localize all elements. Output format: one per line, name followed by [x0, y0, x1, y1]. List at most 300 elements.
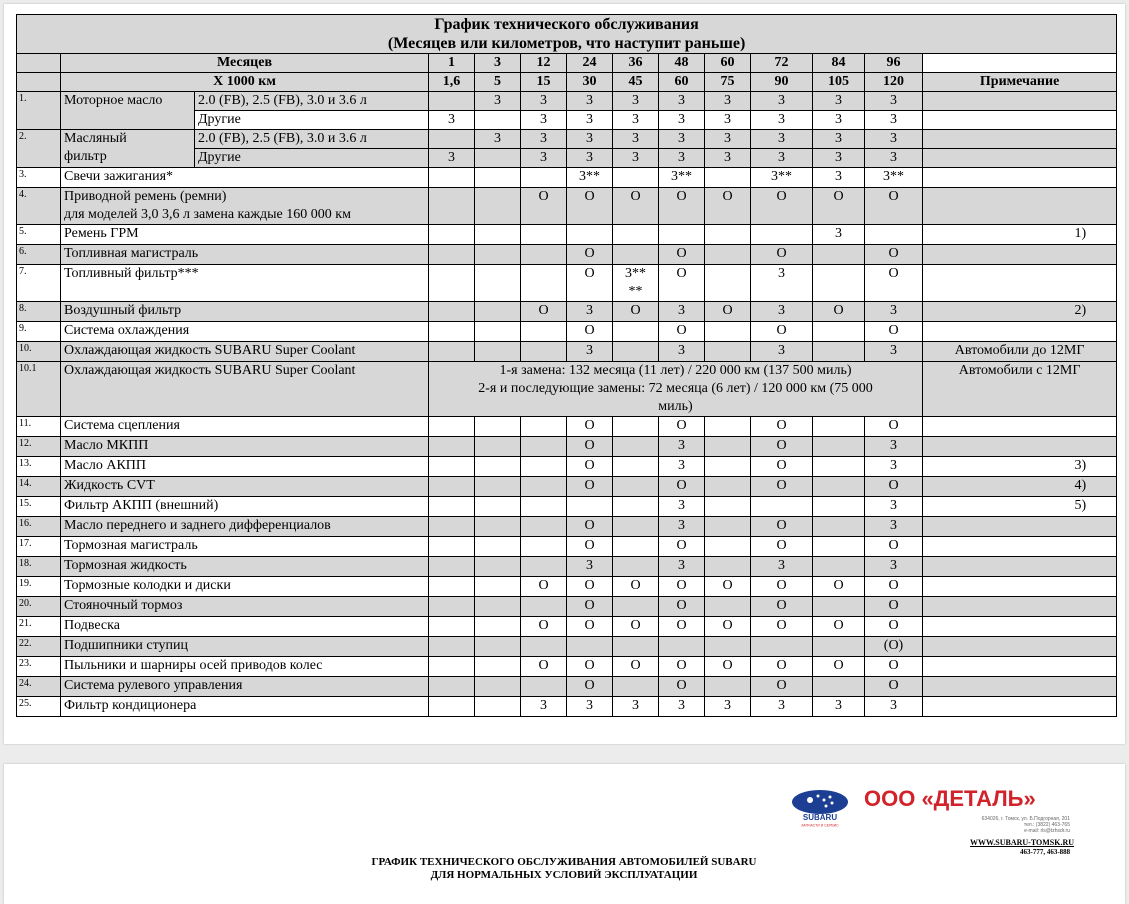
schedule-cell: О [705, 617, 751, 637]
schedule-cell: О [567, 188, 613, 225]
row-number: 19. [17, 577, 61, 597]
table-row [17, 417, 1117, 437]
schedule-cell [705, 597, 751, 617]
row-number: 3. [17, 168, 61, 188]
schedule-cell [429, 342, 475, 362]
row-note [923, 597, 1117, 617]
km-header: 120 [865, 73, 923, 92]
table-row [17, 245, 1117, 265]
schedule-cell [429, 577, 475, 597]
schedule-cell: О [751, 457, 813, 477]
schedule-cell: О [865, 617, 923, 637]
phone-numbers: 463-777, 463-888 [1020, 848, 1071, 856]
title-line-1: График технического обслуживания [434, 16, 699, 33]
item-variant: Другие [195, 149, 429, 168]
km-header: 30 [567, 73, 613, 92]
schedule-cell [521, 322, 567, 342]
schedule-cell: О [659, 617, 705, 637]
item-name: Подвеска [61, 617, 429, 637]
schedule-cell [613, 537, 659, 557]
schedule-cell: О [705, 302, 751, 322]
document-title-line-2: ДЛЯ НОРМАЛЬНЫХ УСЛОВИЙ ЭКСПЛУАТАЦИИ [430, 869, 698, 881]
schedule-cell: О [705, 657, 751, 677]
schedule-cell [705, 557, 751, 577]
note-header: Примечание [923, 73, 1117, 92]
month-header: 3 [475, 54, 521, 73]
schedule-cell [475, 457, 521, 477]
km-header: 45 [613, 73, 659, 92]
schedule-cell: О [751, 617, 813, 637]
schedule-cell: О [865, 322, 923, 342]
schedule-cell: О [613, 617, 659, 637]
row-note: 2) [923, 302, 1117, 322]
item-name: Система рулевого управления [61, 677, 429, 697]
item-name: Ремень ГРМ [61, 225, 429, 245]
item-name: Масло МКПП [61, 437, 429, 457]
schedule-cell: 3 [813, 168, 865, 188]
row-note [923, 417, 1117, 437]
company-name: ООО «ДЕТАЛЬ» [864, 786, 1036, 811]
schedule-cell: 3 [659, 342, 705, 362]
schedule-cell [475, 225, 521, 245]
schedule-cell [613, 437, 659, 457]
row-note: Автомобили с 12МГ [923, 362, 1117, 417]
item-name: Масло переднего и заднего дифференциалов [61, 517, 429, 537]
row-note [923, 149, 1117, 168]
schedule-cell: 3 [659, 149, 705, 168]
schedule-cell [429, 677, 475, 697]
schedule-cell [429, 245, 475, 265]
schedule-cell [475, 111, 521, 130]
schedule-cell: 3 [521, 111, 567, 130]
schedule-cell [429, 188, 475, 225]
schedule-cell [521, 537, 567, 557]
schedule-cell: 3 [659, 517, 705, 537]
schedule-cell [475, 188, 521, 225]
schedule-cell: 3 [567, 149, 613, 168]
schedule-cell [659, 225, 705, 245]
schedule-cell [475, 677, 521, 697]
schedule-cell [521, 168, 567, 188]
schedule-cell: О [613, 577, 659, 597]
schedule-cell [813, 677, 865, 697]
schedule-cell: 3 [751, 697, 813, 717]
row-note [923, 245, 1117, 265]
subaru-logo [790, 788, 850, 828]
row-number: 18. [17, 557, 61, 577]
schedule-cell: 3 [813, 225, 865, 245]
table-row [17, 557, 1117, 577]
schedule-cell [813, 477, 865, 497]
schedule-cell: 3** ** [613, 265, 659, 302]
schedule-cell: 3** [751, 168, 813, 188]
table-row [17, 168, 1117, 188]
table-row [17, 657, 1117, 677]
table-row [17, 457, 1117, 477]
schedule-cell [429, 302, 475, 322]
row-number: 10. [17, 342, 61, 362]
schedule-cell [429, 322, 475, 342]
header-km-row [17, 73, 1117, 92]
schedule-cell [429, 265, 475, 302]
interval-line-2: 2-я и последующие замены: 72 месяца (6 лет) / 120 000 км (75 000 [478, 381, 873, 396]
schedule-cell [475, 577, 521, 597]
schedule-cell [613, 477, 659, 497]
schedule-page [4, 4, 1125, 744]
schedule-cell [429, 697, 475, 717]
schedule-cell: О [751, 657, 813, 677]
website-link[interactable]: WWW.SUBARU-TOMSK.RU [970, 838, 1075, 847]
schedule-cell [613, 677, 659, 697]
schedule-cell: О [659, 322, 705, 342]
schedule-cell: О [813, 302, 865, 322]
schedule-cell: О [865, 245, 923, 265]
schedule-cell: 3 [659, 92, 705, 111]
row-note: 5) [923, 497, 1117, 517]
row-number: 17. [17, 537, 61, 557]
maintenance-table [16, 14, 1117, 717]
schedule-cell: 3 [429, 149, 475, 168]
company-address [950, 816, 1070, 834]
schedule-cell: 3 [567, 342, 613, 362]
schedule-cell [475, 557, 521, 577]
km-header: 60 [659, 73, 705, 92]
schedule-cell: О [613, 302, 659, 322]
item-name: Охлаждающая жидкость SUBARU Super Coolant [61, 362, 429, 417]
logo-subtext: ЗАПЧАСТИ И СЕРВИС [801, 823, 839, 828]
item-name: Тормозная жидкость [61, 557, 429, 577]
schedule-cell: О [705, 577, 751, 597]
table-title [17, 15, 1117, 54]
schedule-cell: О [567, 245, 613, 265]
schedule-cell: О [659, 657, 705, 677]
schedule-cell: О [567, 517, 613, 537]
item-name: Жидкость CVT [61, 477, 429, 497]
schedule-cell [475, 497, 521, 517]
schedule-cell: 3** [659, 168, 705, 188]
schedule-cell [705, 342, 751, 362]
schedule-cell: 3 [429, 111, 475, 130]
schedule-cell: 3 [659, 111, 705, 130]
item-variant: Другие [195, 111, 429, 130]
table-row [17, 225, 1117, 245]
row-number: 21. [17, 617, 61, 637]
table-row [17, 697, 1117, 717]
schedule-cell: 3 [865, 497, 923, 517]
schedule-cell: О [813, 577, 865, 597]
row-number: 6. [17, 245, 61, 265]
schedule-cell: 3 [475, 130, 521, 149]
schedule-cell: 3 [865, 111, 923, 130]
table-row [17, 597, 1117, 617]
schedule-cell [475, 168, 521, 188]
schedule-cell: 3 [813, 92, 865, 111]
schedule-cell [521, 637, 567, 657]
schedule-cell [813, 342, 865, 362]
schedule-cell [705, 265, 751, 302]
schedule-cell [659, 637, 705, 657]
item-name-line-1: Масляный [64, 131, 127, 146]
table-row [17, 617, 1117, 637]
row-number: 7. [17, 265, 61, 302]
row-number: 24. [17, 677, 61, 697]
schedule-cell [705, 517, 751, 537]
table-row [17, 497, 1117, 517]
row-number: 23. [17, 657, 61, 677]
table-row [17, 92, 1117, 111]
schedule-cell: 3 [751, 149, 813, 168]
schedule-cell [567, 225, 613, 245]
schedule-cell [613, 497, 659, 517]
item-name: Масло АКПП [61, 457, 429, 477]
schedule-cell [613, 557, 659, 577]
schedule-cell: О [751, 245, 813, 265]
row-number: 14. [17, 477, 61, 497]
schedule-cell [521, 245, 567, 265]
item-name: Фильтр кондиционера [61, 697, 429, 717]
schedule-cell: 3 [865, 557, 923, 577]
schedule-cell: 3 [659, 557, 705, 577]
schedule-cell [475, 517, 521, 537]
schedule-cell [475, 417, 521, 437]
note-header-blank [923, 54, 1117, 73]
logo-text: SUBARU [802, 813, 838, 822]
item-name: Тормозные колодки и диски [61, 577, 429, 597]
schedule-cell: 3 [659, 457, 705, 477]
table-body [17, 15, 1117, 717]
schedule-cell: О [659, 245, 705, 265]
row-number: 16. [17, 517, 61, 537]
schedule-cell [705, 225, 751, 245]
table-title-row [17, 15, 1117, 54]
item-name: Система сцепления [61, 417, 429, 437]
footer-page [4, 764, 1125, 904]
item-name: Фильтр АКПП (внешний) [61, 497, 429, 517]
schedule-cell: 3 [613, 92, 659, 111]
row-note [923, 617, 1117, 637]
month-header: 72 [751, 54, 813, 73]
schedule-cell: 3 [567, 697, 613, 717]
address-line: 634026, г. Томск, ул. Б.Подгорная, 201 [981, 816, 1070, 822]
schedule-cell [613, 342, 659, 362]
schedule-cell [429, 497, 475, 517]
schedule-cell: О [567, 617, 613, 637]
schedule-cell [705, 417, 751, 437]
schedule-cell: 3 [751, 302, 813, 322]
schedule-cell [475, 637, 521, 657]
schedule-cell [613, 417, 659, 437]
schedule-cell [521, 477, 567, 497]
schedule-cell [613, 457, 659, 477]
schedule-cell [813, 537, 865, 557]
schedule-cell [521, 497, 567, 517]
schedule-cell: 3 [751, 557, 813, 577]
document-title [304, 856, 824, 882]
schedule-cell: О [567, 657, 613, 677]
schedule-cell: 3 [813, 111, 865, 130]
schedule-cell [475, 697, 521, 717]
schedule-cell [813, 497, 865, 517]
schedule-cell [751, 225, 813, 245]
schedule-cell: 3 [813, 149, 865, 168]
row-note [923, 517, 1117, 537]
row-number: 9. [17, 322, 61, 342]
schedule-cell [429, 417, 475, 437]
schedule-cell: О [751, 677, 813, 697]
month-header: 36 [613, 54, 659, 73]
schedule-cell: О [659, 188, 705, 225]
schedule-cell: О [705, 188, 751, 225]
table-row [17, 188, 1117, 225]
document-title-line-1: ГРАФИК ТЕХНИЧЕСКОГО ОБСЛУЖИВАНИЯ АВТОМОБИЛЕЙ SUBARU [371, 856, 757, 868]
schedule-cell [705, 322, 751, 342]
row-note [923, 168, 1117, 188]
schedule-cell [705, 245, 751, 265]
schedule-cell [429, 225, 475, 245]
row-note [923, 111, 1117, 130]
schedule-cell: О [751, 417, 813, 437]
item-name: Свечи зажигания* [61, 168, 429, 188]
schedule-cell: 3 [751, 265, 813, 302]
schedule-cell [475, 302, 521, 322]
schedule-cell [705, 497, 751, 517]
row-note: 1) [923, 225, 1117, 245]
table-row [17, 362, 1117, 417]
month-header: 12 [521, 54, 567, 73]
schedule-cell: О [521, 302, 567, 322]
schedule-cell [521, 437, 567, 457]
schedule-cell: О [865, 477, 923, 497]
schedule-cell [521, 417, 567, 437]
row-note [923, 188, 1117, 225]
schedule-cell [567, 637, 613, 657]
schedule-cell: О [659, 677, 705, 697]
schedule-cell: 3** [567, 168, 613, 188]
row-number: 20. [17, 597, 61, 617]
schedule-cell [613, 637, 659, 657]
row-note: Автомобили до 12МГ [923, 342, 1117, 362]
schedule-cell: 3 [705, 92, 751, 111]
item-name: Моторное масло [61, 92, 195, 130]
header-months-row [17, 54, 1117, 73]
schedule-cell: О [751, 517, 813, 537]
schedule-cell [429, 617, 475, 637]
table-row [17, 322, 1117, 342]
header-blank [17, 73, 61, 92]
row-note [923, 637, 1117, 657]
item-name: Охлаждающая жидкость SUBARU Super Coolant [61, 342, 429, 362]
schedule-cell: 3 [567, 557, 613, 577]
schedule-cell: 3 [865, 302, 923, 322]
schedule-cell [521, 597, 567, 617]
row-number: 4. [17, 188, 61, 225]
schedule-cell [521, 265, 567, 302]
schedule-cell: О [865, 417, 923, 437]
schedule-cell: 3 [521, 92, 567, 111]
schedule-cell: О [813, 188, 865, 225]
row-number: 12. [17, 437, 61, 457]
schedule-cell: О [865, 597, 923, 617]
row-note [923, 265, 1117, 302]
schedule-cell: О [751, 597, 813, 617]
schedule-cell: 3 [613, 149, 659, 168]
month-header: 48 [659, 54, 705, 73]
schedule-cell: 3 [567, 302, 613, 322]
item-name-line-2: фильтр [64, 149, 107, 164]
schedule-cell: О [865, 188, 923, 225]
month-header: 84 [813, 54, 865, 73]
schedule-cell [475, 537, 521, 557]
schedule-cell: О [659, 577, 705, 597]
row-number: 11. [17, 417, 61, 437]
schedule-cell: О [865, 537, 923, 557]
schedule-cell: 3 [475, 92, 521, 111]
months-label: Месяцев [61, 54, 429, 73]
schedule-cell: О [659, 417, 705, 437]
schedule-cell: 3 [613, 130, 659, 149]
schedule-cell [613, 225, 659, 245]
schedule-cell [475, 437, 521, 457]
schedule-cell [813, 265, 865, 302]
row-number: 8. [17, 302, 61, 322]
row-number: 10.1 [17, 362, 61, 417]
item-name [61, 188, 429, 225]
table-row [17, 517, 1117, 537]
schedule-cell [705, 457, 751, 477]
schedule-cell: О [659, 265, 705, 302]
km-header: 90 [751, 73, 813, 92]
item-variant: 2.0 (FB), 2.5 (FB), 3.0 и 3.6 л [195, 130, 429, 149]
schedule-cell: 3 [659, 130, 705, 149]
schedule-cell [475, 149, 521, 168]
schedule-cell: 3 [567, 92, 613, 111]
item-name: Подшипники ступиц [61, 637, 429, 657]
schedule-cell: 3 [751, 130, 813, 149]
item-name: Пыльники и шарниры осей приводов колес [61, 657, 429, 677]
item-name [61, 130, 195, 168]
schedule-cell: 3 [613, 111, 659, 130]
schedule-cell [475, 245, 521, 265]
table-row [17, 130, 1117, 149]
table-row [17, 302, 1117, 322]
schedule-cell [429, 457, 475, 477]
item-name: Воздушный фильтр [61, 302, 429, 322]
schedule-cell [813, 597, 865, 617]
schedule-cell [475, 265, 521, 302]
schedule-cell [429, 557, 475, 577]
schedule-cell: О [567, 677, 613, 697]
schedule-cell: (О) [865, 637, 923, 657]
schedule-cell: 3 [705, 149, 751, 168]
table-row [17, 537, 1117, 557]
schedule-cell: 3 [813, 130, 865, 149]
row-note [923, 537, 1117, 557]
schedule-cell [705, 677, 751, 697]
schedule-cell [751, 637, 813, 657]
schedule-cell: О [567, 577, 613, 597]
schedule-cell: 3 [705, 130, 751, 149]
row-note [923, 677, 1117, 697]
schedule-cell [813, 417, 865, 437]
schedule-cell: О [751, 477, 813, 497]
schedule-cell [475, 617, 521, 637]
table-row [17, 265, 1117, 302]
schedule-cell: О [659, 597, 705, 617]
schedule-cell [429, 597, 475, 617]
schedule-cell: 3 [659, 497, 705, 517]
item-variant: 2.0 (FB), 2.5 (FB), 3.0 и 3.6 л [195, 92, 429, 111]
schedule-cell: О [865, 677, 923, 697]
